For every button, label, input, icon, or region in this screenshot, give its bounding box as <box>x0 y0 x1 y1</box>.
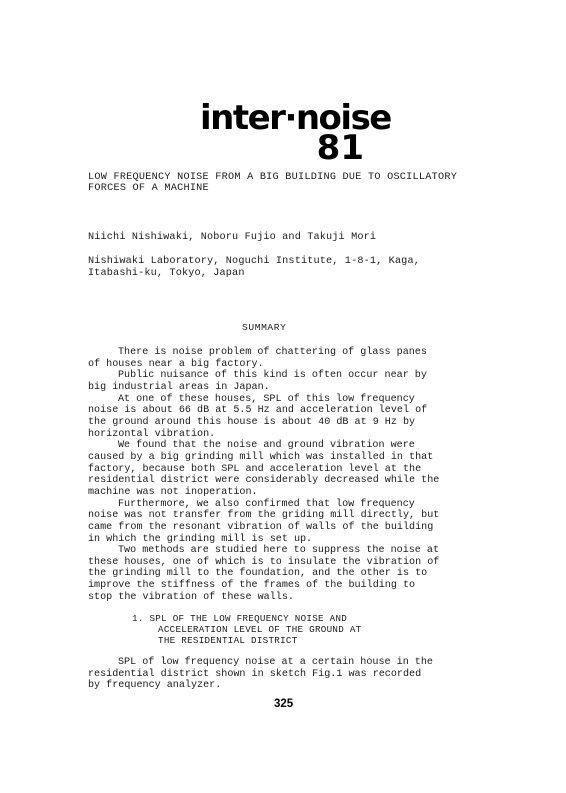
body-line: came from the resonant vibration of walls of the building <box>88 521 434 533</box>
affiliation-line: Itabashi-ku, Tokyo, Japan <box>88 267 245 279</box>
body-line: At one of these houses, SPL of this low frequency <box>118 393 415 405</box>
body-line: caused by a big grinding mill which was installed in that <box>88 451 434 463</box>
section-line: ACCELERATION LEVEL OF THE GROUND AT <box>158 624 362 635</box>
body-line: in which the grinding mill is set up. <box>88 533 313 545</box>
affiliation-line: Nishiwaki Laboratory, Noguchi Institute, 1-8-1, Kaga, <box>88 256 420 267</box>
body-line: SPL of low frequency noise at a certain house in the <box>118 657 433 668</box>
section-heading <box>132 613 361 646</box>
logo-text: inter·noise <box>200 98 391 138</box>
body-line: noise was not transfer from the griding mill directly, but <box>88 510 440 522</box>
body-line: Two methods are studied here to suppress the noise at <box>118 545 440 557</box>
logo-year: 81 <box>316 128 364 168</box>
summary-heading: SUMMARY <box>242 322 287 333</box>
body-line: the grinding mill to the foundation, and the other is to <box>88 568 428 580</box>
section-line: THE RESIDENTIAL DISTRICT <box>158 635 298 646</box>
paper-title <box>88 172 488 194</box>
body-line: Public nuisance of this kind is often occur near by <box>118 370 427 382</box>
summary-body <box>88 347 483 603</box>
title-line: LOW FREQUENCY NOISE FROM A BIG BUILDING DUE TO OSCILLATORY <box>88 172 458 183</box>
body-line: of houses near a big factory. <box>88 358 264 370</box>
page-number: 325 <box>274 698 294 710</box>
body-line: by frequency analyzer. <box>88 680 222 692</box>
body-line: the ground around this house is about 40 dB at 9 Hz by <box>88 416 416 428</box>
body-line: noise is about 66 dB at 5.5 Hz and acceleration level of <box>88 405 428 417</box>
body-line: these houses, one of which is to insulate the vibration of <box>88 556 440 568</box>
body-line: residential district were considerably decreased while the <box>88 475 440 487</box>
section-body <box>88 657 483 692</box>
body-line: stop the vibration of these walls. <box>88 591 294 603</box>
authors: Niichi Nishiwaki, Noboru Fujio and Takuji Mori <box>88 232 377 243</box>
body-line: big industrial areas in Japan. <box>88 381 270 393</box>
body-line: factory, because both SPL and acceleration level at the <box>88 463 422 475</box>
title-line: FORCES OF A MACHINE <box>88 183 209 194</box>
body-line: machine was not inoperation. <box>88 486 258 498</box>
body-line: residential district shown in sketch Fig.1 was recorded <box>88 668 422 680</box>
body-line: Furthermore, we also confirmed that low frequency <box>118 498 415 510</box>
section-line: 1. SPL OF THE LOW FREQUENCY NOISE AND <box>132 613 348 624</box>
affiliation <box>88 256 420 279</box>
body-line: improve the stiffness of the frames of the building to <box>88 580 416 592</box>
body-line: horizontal vibration. <box>88 428 216 440</box>
body-line: There is noise problem of chattering of glass panes <box>118 347 427 358</box>
body-line: We found that the noise and ground vibration were <box>118 440 415 452</box>
conference-logo <box>200 98 391 168</box>
